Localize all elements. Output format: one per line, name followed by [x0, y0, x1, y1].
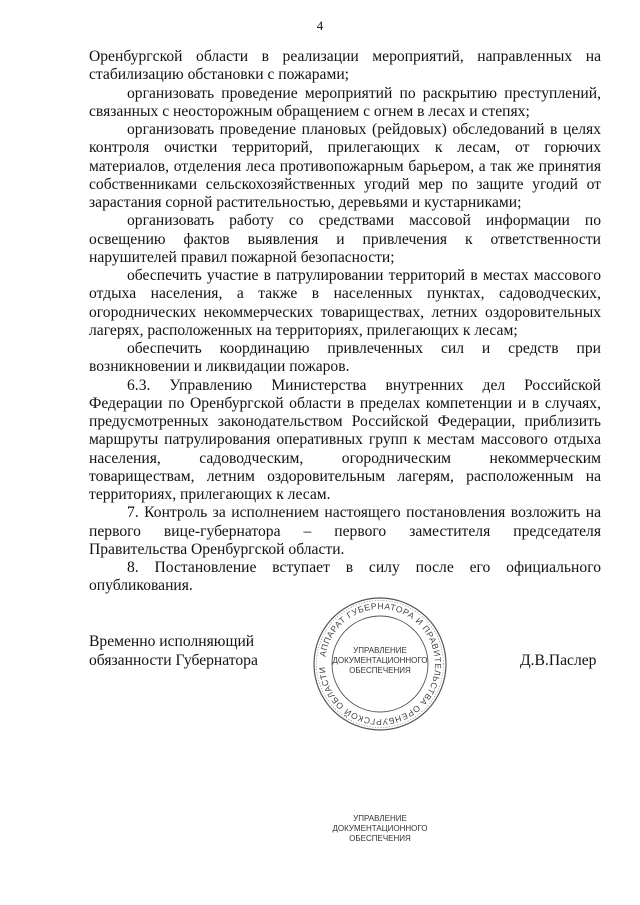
- paragraph: организовать работу со средствами массовой информации по освещению фактов выявления и привлечения к ответственности нарушителей правил пожарной безопасности;: [89, 212, 601, 266]
- paragraph: 7. Контроль за исполнением настоящего постановления возложить на первого вице-губернатора – первого заместителя председателя Правительства Оренбургской области.: [89, 504, 601, 558]
- stamp-ring-text: АППАРАТ ГУБЕРНАТОРА И ПРАВИТЕЛЬСТВА ОРЕНБУРГСКОЙ ОБЛАСТИ: [316, 600, 444, 728]
- paragraph: организовать проведение мероприятий по раскрытию преступлений, связанных с неосторожным обращением с огнем в лесах и степях;: [89, 84, 601, 120]
- paragraph: обеспечить координацию привлеченных сил и средств при возникновении и ликвидации пожаров.: [89, 340, 601, 376]
- paragraph: организовать проведение плановых (рейдовых) обследований в целях контроля очистки территорий, прилегающих к лесам, от горючих материалов, отделения леса противопожарным барьером, а так же принятия собственниками сельскохозяйственных угодий мер по защите угодий от зарастания сорной растительностью, деревьями и кустарниками;: [89, 121, 601, 211]
- signer-title-line: Временно исполняющий: [89, 633, 255, 650]
- stamp-inner-text: УПРАВЛЕНИЕ ДОКУМЕНТАЦИОННОГО ОБЕСПЕЧЕНИЯ: [332, 646, 428, 675]
- page-number: 4: [316, 18, 324, 33]
- document-body: [89, 48, 601, 596]
- paragraph: обеспечить участие в патрулировании территорий в местах массового отдыха населения, а также в населенных пунктах, садоводческих, огороднических некоммерческих товариществах, летних оздоровительных лагерях, расположенных на территориях, прилегающих к лесам;: [89, 267, 601, 339]
- signer-title-line: обязанности Губернатора: [89, 652, 258, 669]
- paragraph: Оренбургской области в реализации мероприятий, направленных на стабилизацию обстановки с пожарами;: [89, 48, 601, 84]
- signer-name: Д.В.Паслер: [520, 652, 597, 669]
- paragraph: 6.3. Управлению Министерства внутренних дел Российской Федерации по Оренбургской области в пределах компетенции и в случаях, предусмотренных законодательством Российской Федерации, приблизить маршруты патрулирования оперативных групп к местам массового отдыха населения, садоводческим, огородническим некоммерческим товариществам, летним оздоровительным лагерям, расположенным на территориях, прилегающих к лесам.: [89, 376, 601, 503]
- stamp-bottom-text: УПРАВЛЕНИЕ ДОКУМЕНТАЦИОННОГО ОБЕСПЕЧЕНИЯ: [332, 814, 428, 843]
- paragraph: 8. Постановление вступает в силу после его официального опубликования.: [89, 559, 601, 595]
- signer-title: [89, 632, 258, 670]
